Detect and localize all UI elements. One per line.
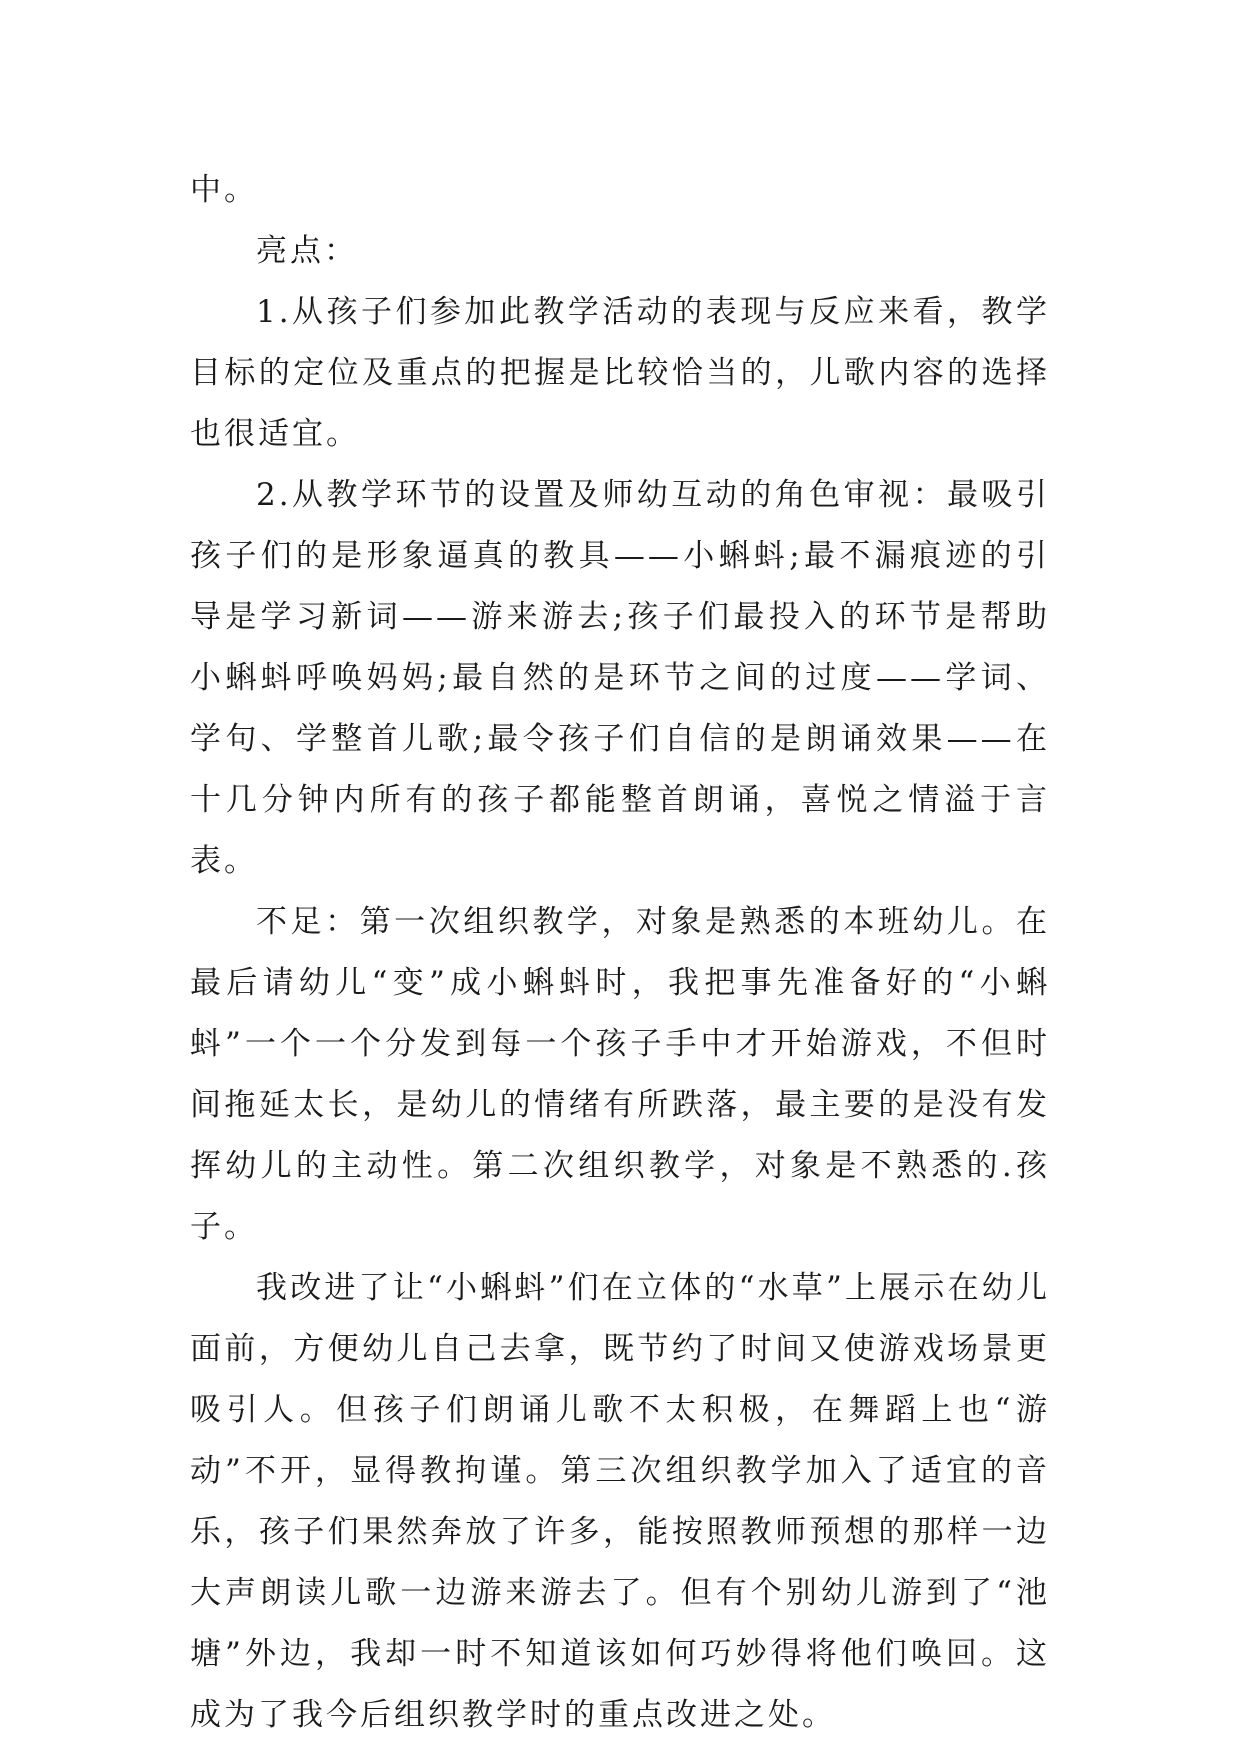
paragraph-highlight-1: 1.从孩子们参加此教学活动的表现与反应来看，教学目标的定位及重点的把握是比较恰当的，儿歌内容的选择也很适宜。 [190,294,1050,452]
paragraph-continuation: 中。 [190,172,258,208]
document-body [190,160,1050,1746]
paragraph-highlight-2: 2.从教学环节的设置及师幼互动的角色审视：最吸引孩子们的是形象逼真的教具——小蝌蚪;最不漏痕迹的引导是学习新词——游来游去;孩子们最投入的环节是帮助小蝌蚪呼唤妈妈;最自然的是环节之间的过度——学词、学句、学整首儿歌;最令孩子们自信的是朗诵效果——在十几分钟内所有的孩子都能整首朗诵，喜悦之情溢于言表。 [190,477,1050,879]
paragraph-improvements: 我改进了让“小蝌蚪”们在立体的“水草”上展示在幼儿面前，方便幼儿自己去拿，既节约了时间又使游戏场景更吸引人。但孩子们朗诵儿歌不太积极，在舞蹈上也“游动”不开，显得教拘谨。第三次组织教学加入了适宜的音乐，孩子们果然奔放了许多，能按照教师预想的那样一边大声朗读儿歌一边游来游去了。但有个别幼儿游到了“池塘”外边，我却一时不知道该如何巧妙得将他们唤回。这成为了我今后组织教学时的重点改进之处。 [190,1270,1050,1733]
paragraph-shortcomings: 不足：第一次组织教学，对象是熟悉的本班幼儿。在最后请幼儿“变”成小蝌蚪时，我把事先准备好的“小蝌蚪”一个一个分发到每一个孩子手中才开始游戏，不但时间拖延太长，是幼儿的情绪有所跌落，最主要的是没有发挥幼儿的主动性。第二次组织教学，对象是不熟悉的.孩子。 [190,904,1050,1245]
paragraph-highlights-heading: 亮点： [256,233,358,269]
